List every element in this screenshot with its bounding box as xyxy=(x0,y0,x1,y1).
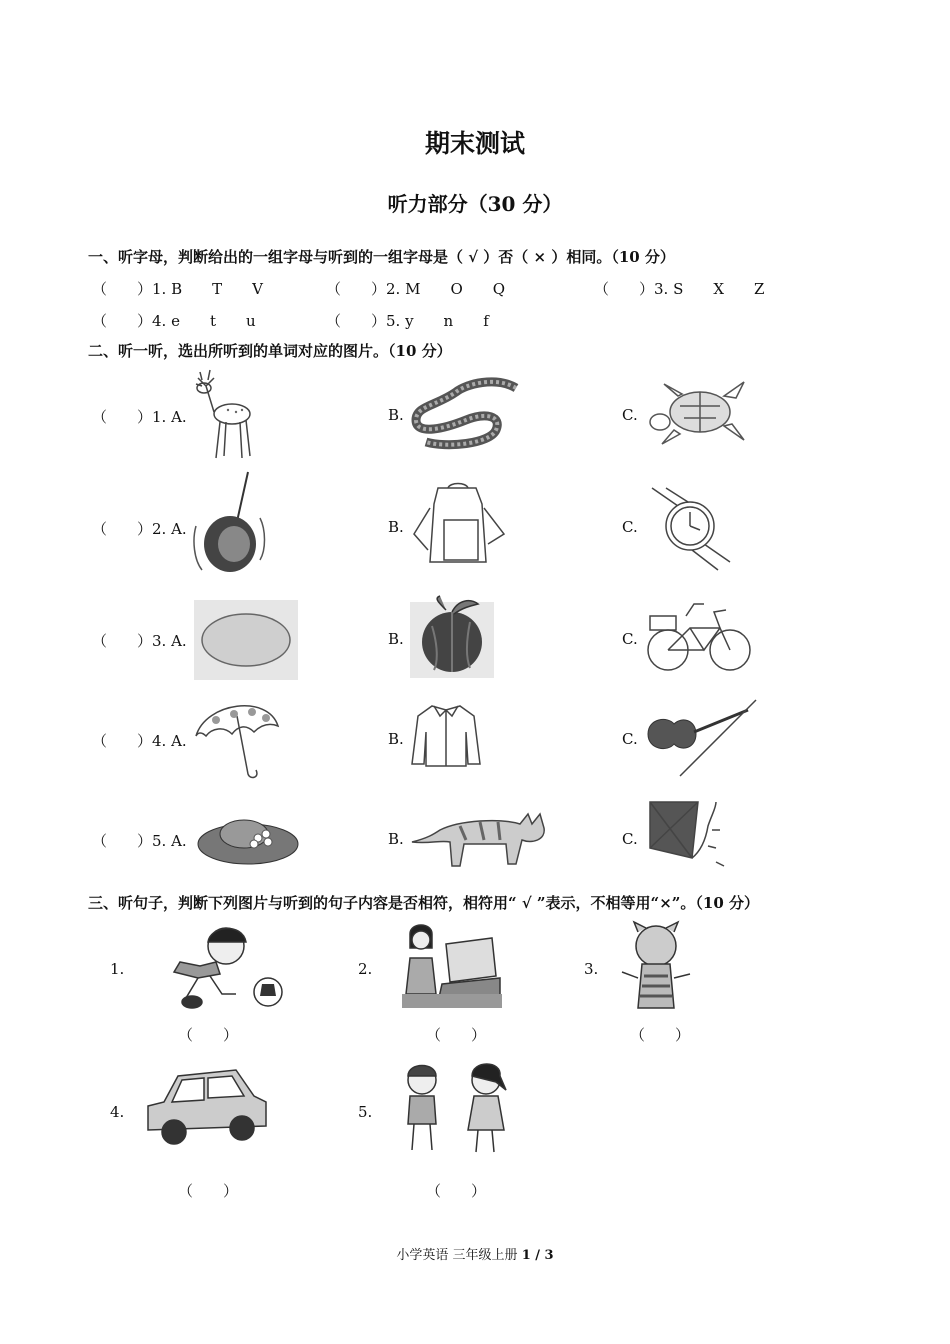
boy-football-icon xyxy=(150,922,290,1012)
tiger-icon xyxy=(616,922,696,1014)
hat-icon xyxy=(196,808,300,866)
option-c-label: C. xyxy=(622,406,638,424)
picture-question-5[interactable]: （ ）5. A. xyxy=(92,832,187,850)
letter-item-1[interactable]: （ ）1. B T V xyxy=(92,280,263,298)
deer-icon xyxy=(192,366,258,462)
kite-icon xyxy=(646,800,736,876)
option-b-label: B. xyxy=(388,406,404,424)
page-title: 期末测试 xyxy=(424,129,525,158)
sentence-item-number: 3. xyxy=(584,960,599,978)
option-b-label: B. xyxy=(388,730,404,748)
section3-heading: 三、听句子，判断下列图片与听到的句子内容是否相符，相符用“ √ ”表示，不相等用“×”。（10 分） xyxy=(88,894,759,912)
picture-question-3[interactable]: （ ）3. A. xyxy=(92,632,187,650)
backpack-icon xyxy=(408,484,512,566)
bicycle-icon xyxy=(644,596,752,676)
section2-heading: 二、听一听，选出所听到的单词对应的图片。（10 分） xyxy=(88,342,452,360)
sentence-item-number: 2. xyxy=(358,960,373,978)
yoyo-icon xyxy=(192,470,268,576)
answer-blank-1[interactable]: （ ） xyxy=(178,1026,239,1044)
footer-text: 小学英语 三年级上册 xyxy=(396,1248,522,1263)
lemon-icon xyxy=(194,600,298,680)
option-c-label: C. xyxy=(622,630,638,648)
answer-blank-2[interactable]: （ ） xyxy=(426,1026,487,1044)
umbrella-icon xyxy=(192,696,282,778)
sentence-item-number: 1. xyxy=(110,960,125,978)
picture-question-4[interactable]: （ ）4. A. xyxy=(92,732,187,750)
girl-computer-icon xyxy=(402,924,502,1008)
letter-item-5[interactable]: （ ）5. y n f xyxy=(326,312,489,330)
option-b-label: B. xyxy=(388,830,404,848)
page-number: 1 / 3 xyxy=(521,1248,554,1263)
watch-icon xyxy=(642,486,732,570)
letter-item-4[interactable]: （ ）4. e t u xyxy=(92,312,256,330)
page-footer xyxy=(0,1244,950,1263)
car-icon xyxy=(144,1066,270,1148)
letter-item-2[interactable]: （ ）2. M O Q xyxy=(326,280,506,298)
sentence-item-number: 5. xyxy=(358,1103,373,1121)
option-c-label: C. xyxy=(622,830,638,848)
answer-blank-3[interactable]: （ ） xyxy=(630,1026,691,1044)
answer-blank-5[interactable]: （ ） xyxy=(426,1182,487,1200)
picture-question-2[interactable]: （ ）2. A. xyxy=(92,520,187,538)
answer-blank-4[interactable]: （ ） xyxy=(178,1182,239,1200)
option-b-label: B. xyxy=(388,630,404,648)
snake-icon xyxy=(406,376,524,452)
letter-item-3[interactable]: （ ）3. S X Z xyxy=(594,280,765,298)
violin-icon xyxy=(644,696,760,780)
boy-girl-icon xyxy=(392,1060,518,1158)
section1-heading: 一、听字母，判断给出的一组字母与听到的一组字母是（ √ ）否（ × ）相同。（10 分） xyxy=(88,248,675,266)
picture-question-1[interactable]: （ ）1. A. xyxy=(92,408,187,426)
sentence-item-number: 4. xyxy=(110,1103,125,1121)
section-title-listening: 听力部分（30 分） xyxy=(387,192,563,216)
option-c-label: C. xyxy=(622,518,638,536)
option-c-label: C. xyxy=(622,730,638,748)
watermelon-icon xyxy=(410,596,494,678)
option-b-label: B. xyxy=(388,518,404,536)
cat-icon xyxy=(410,800,550,870)
turtle-icon xyxy=(644,376,750,450)
jacket-icon xyxy=(410,702,482,770)
